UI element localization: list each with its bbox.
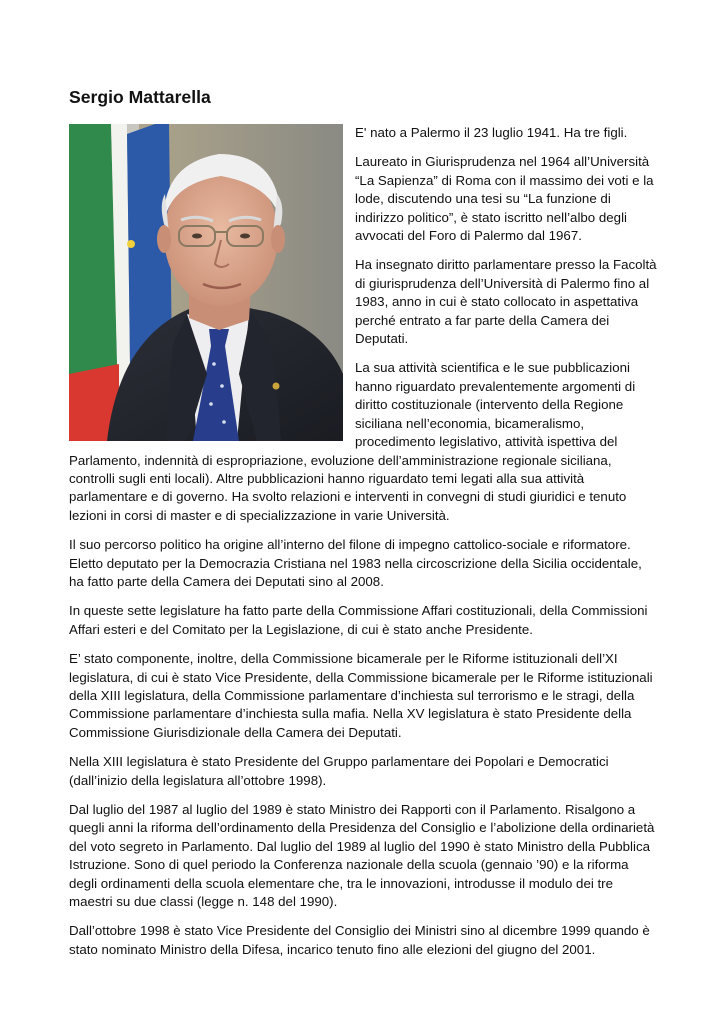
paragraph-group-president: Nella XIII legislatura è stato Presidente del Gruppo parlamentare dei Popolari e Democratici (dall’inizio della legislatura all’ottobre 1998). [69, 754, 609, 788]
page-title: Sergio Mattarella [69, 87, 211, 107]
paragraph-ministries: Dal luglio del 1987 al luglio del 1989 è stato Ministro dei Rapporti con il Parlamento. Risalgono a quegli anni la riforma dell’ordinamento della Presidenza del Consiglio e l’abolizione della ordinarietà del voto segreto in Parlamento. Dal luglio del 1989 al luglio del 1990 è stato Ministro della Pubblica Istruzione. Sono di quel periodo la Conferenza nazionale della scuola (gennaio ’90) e la riforma degli ordinamenti della scuola elementare che, tra le innovazioni, introdusse il modulo dei tre maestri su due classi (legge n. 148 del 1990). [69, 802, 655, 910]
portrait-photo [69, 124, 343, 441]
paragraph-bicameral-commissions: E’ stato componente, inoltre, della Commissione bicamerale per le Riforme istituzionali dell’XI legislatura, di cui è stato Vice Presidente, della Commissione bicamerale per le Riforme istituzionali della XIII legislatura, della Commissione parlamentare d’inchiesta sul terrorismo e le stragi, della Commissione parlamentare d’inchiesta sulla mafia. Nella XV legislatura è stato Presidente della Commissione Giurisdizionale della Camera dei Deputati. [69, 651, 653, 740]
paragraph-publications: La sua attività scientifica e le sue pubblicazioni hanno riguardato prevalentemente argomenti di diritto costituzionale (intervento della Regione siciliana nell’economia, bicameralismo, procedimento legislativo, attività ispettiva del Parlamento, indennità di espropriazione, evoluzione dell’amministrazione regionale siciliana, controlli sugli enti locali). Altre pubblicazioni hanno riguardato temi legati alla sua attività parlamentare e di governo. Ha svolto relazioni e interventi in convegni di studi giuridici e tenuto lezioni in corsi di master e di specializzazione in varie Università. [69, 360, 636, 523]
paragraph-commissions: In queste sette legislature ha fatto parte della Commissione Affari costituzionali, della Commissioni Affari esteri e del Comitato per la Legislazione, di cui è stato anche Presidente. [69, 603, 648, 637]
paragraph-education: Laureato in Giurisprudenza nel 1964 all’Università “La Sapienza” di Roma con il massimo dei voti e la lode, discutendo una tesi su “La funzione di indirizzo politico”, è stato iscritto nell’albo degli avvocati del Foro di Palermo dal 1967. [355, 154, 654, 244]
paragraph-teaching: Ha insegnato diritto parlamentare presso la Facoltà di giurisprudenza dell’Università di Palermo fino al 1983, anno in cui è stato collocato in aspettativa perché entrato a far parte della Camera dei Deputati. [355, 257, 657, 347]
paragraph-birth: E' nato a Palermo il 23 luglio 1941. Ha tre figli. [355, 125, 628, 140]
document-body [69, 86, 659, 970]
paragraph-vice-president: Dall’ottobre 1998 è stato Vice Presidente del Consiglio dei Ministri sino al dicembre 1999 quando è stato nominato Ministro della Difesa, incarico tenuto fino alle elezioni del giugno del 2001. [69, 923, 650, 957]
paragraph-political-career: Il suo percorso politico ha origine all’interno del filone di impegno cattolico-sociale e riformatore. Eletto deputato per la Democrazia Cristiana nel 1983 nella circoscrizione della Sicilia occidentale, ha fatto parte della Camera dei Deputati sino al 2008. [69, 537, 642, 589]
